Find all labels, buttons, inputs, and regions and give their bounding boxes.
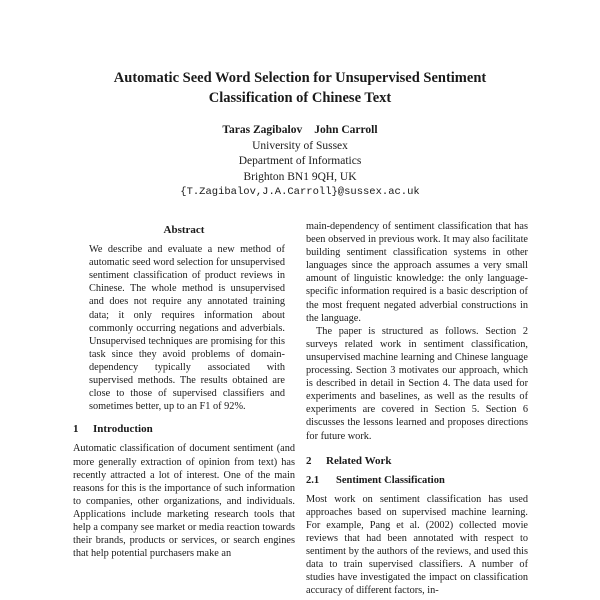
body-paragraph-1: main-dependency of sentiment classification that has been observed in previous work. It may also facilitate building sentiment classification systems in other languages since the approach assumes a very small amount of linguistic knowledge: the only language-specific information required is a basic description of the most frequent negated adverbial constructions in the language. xyxy=(306,221,528,324)
section-heading-introduction xyxy=(73,423,295,436)
section-number: 2 xyxy=(306,454,312,467)
affiliation-address: Brighton BN1 9QH, UK xyxy=(243,170,357,183)
abstract-heading: Abstract xyxy=(163,224,205,236)
author-emails: {T.Zagibalov,J.A.Carroll}@sussex.ac.uk xyxy=(180,186,420,198)
author-block xyxy=(100,123,500,201)
author-names xyxy=(100,123,500,139)
section-title: Introduction xyxy=(93,423,153,436)
right-column xyxy=(306,220,528,598)
title-line-2: Classification of Chinese Text xyxy=(208,90,392,106)
introduction-text: Automatic classification of document sentiment (and more generally extraction of opinion from text) has recently attracted a lot of interest. One of the main reasons for this is the importance of such information to companies, other organizations, and individuals. Applications include marketing research tools that help a company see market or media reaction towards their brands, products or services, or search engines that help potential purchasers make an xyxy=(73,443,295,560)
author-2: John Carroll xyxy=(314,124,378,136)
affiliation-university: University of Sussex xyxy=(252,139,348,152)
subsection-number: 2.1 xyxy=(306,474,320,486)
subsection-title: Sentiment Classification xyxy=(336,474,445,486)
body-paragraph-2: The paper is structured as follows. Section 2 surveys related work in sentiment classification, unsupervised machine learning and Chinese language processing. Section 3 motivates our approach, which is described in detail in Section 4. The data used for experiments and baselines, as well as the results of experiments are covered in Section 5. Section 6 discusses the lessons learned and proposes directions for future work. xyxy=(306,325,528,442)
left-column xyxy=(73,220,295,560)
title-line-1: Automatic Seed Word Selection for Unsupervised Sentiment xyxy=(113,70,487,86)
subsection-heading-sentiment-classification xyxy=(306,474,528,487)
author-1: Taras Zagibalov xyxy=(222,124,303,136)
section-number: 1 xyxy=(73,423,79,436)
section-title: Related Work xyxy=(326,454,392,467)
section-heading-related-work xyxy=(306,455,528,468)
affiliation-department: Department of Informatics xyxy=(238,155,362,167)
paper-title xyxy=(60,68,540,108)
related-work-text: Most work on sentiment classification has used approaches based on supervised machine learning. For example, Pang et al. (2002) collected movie reviews that had been annotated with respect to sentiment by the authors of the reviews, and used this data to train supervised classifiers. A number of studies have investigated the impact on classification accuracy of different factors, in- xyxy=(306,493,528,597)
abstract-text: We describe and evaluate a new method of automatic seed word selection for unsupervised sentiment classification of product reviews in Chinese. The whole method is unsupervised and does not require any annotated training data; it only requires information about commonly occurring negations and adverbials. Unsupervised techniques are promising for this task since they avoid problems of domain-dependency typically associated with supervised methods. The results obtained are close to those of supervised classifiers and sometimes better, up to an F1 of 92%. xyxy=(89,244,285,413)
